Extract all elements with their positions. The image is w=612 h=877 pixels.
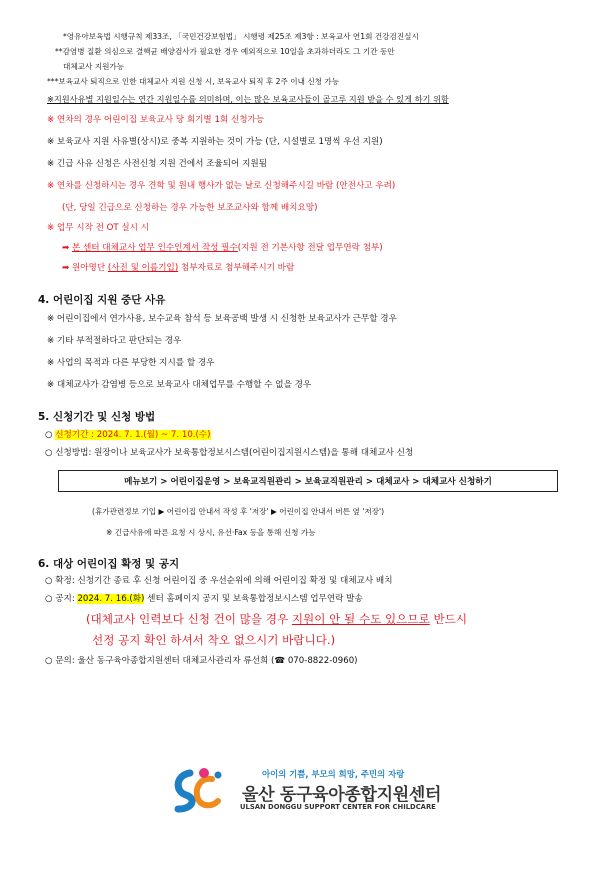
center-logo-icon	[168, 765, 228, 815]
section-5-heading: 5. 신청기간 및 신청 방법	[38, 411, 156, 423]
stop-reason-1: ※ 어린이집에서 연가사용, 보수교육 참석 등 보육공백 발생 시 신청한 보육교사가 근무할 경우	[47, 314, 397, 324]
roster-label: 원아명단	[71, 263, 108, 273]
handover-note	[62, 242, 383, 254]
announce-date: 2024. 7. 16.(화)	[77, 594, 145, 604]
section-6-heading: 6. 대상 어린이집 확정 및 공지	[38, 558, 180, 570]
confirm-text: 확정: 신청기간 종료 후 신청 어린이집 중 우선순위에 의해 어린이집 확정 및 대체교사 배치	[55, 576, 393, 586]
duplicate-support-note: ※ 보육교사 지원 사유별(상시)로 중복 지원하는 것이 가능 (단, 시설별로 1명씩 우선 지원)	[47, 137, 383, 147]
arrow-right-icon: ➡	[62, 263, 70, 273]
footnote-2-cont: 대체교사 지원가능	[63, 62, 125, 71]
logo-tagline	[262, 768, 404, 780]
handover-required: 본 센터 대체교사 업무 인수인계서 작성 필수	[71, 243, 238, 253]
warning-line-1	[86, 611, 467, 627]
method-line	[45, 447, 413, 459]
warning-text-b: 반드시	[429, 612, 468, 626]
footnote-3: ***보육교사 퇴직으로 인한 대체교사 지원 신청 시, 보육교사 퇴직 후 2주 이내 신청 가능	[47, 77, 340, 86]
annual-leave-note: ※ 연차의 경우 어린이집 보육교사 당 회기별 1회 신청가능	[47, 115, 265, 125]
roster-photo-name: (사진 및 이름기입)	[107, 263, 179, 273]
support-days-note: ※지원사유별 지원일수는 연간 지원일수를 의미하며, 이는 많은 보육교사들이 골고루 지원 받을 수 있게 하기 위함	[47, 94, 449, 104]
application-period: 신청기간 : 2024. 7. 1.(월) ~ 7. 10.(수)	[55, 430, 211, 440]
circle-bullet-icon: ○	[45, 430, 53, 440]
ot-note: ※ 업무 시작 전 OT 실시 시	[47, 223, 150, 233]
warning-line-2: 선정 공지 확인 하셔서 착오 없으시기 바랍니다.)	[92, 633, 336, 647]
application-method: 신청방법: 원장이나 보육교사가 보육통합정보시스템(어린이집지원시스템)을 통해 대체교사 신청	[55, 448, 414, 458]
logo-english-name: ULSAN DONGGU SUPPORT CENTER FOR CHILDCARE	[240, 803, 436, 811]
contact-line	[45, 655, 358, 667]
menu-path-box: 메뉴보기 > 어린이집운영 > 보육교직원관리 > 보육교직원관리 > 대체교사 > 대체교사 신청하기	[58, 470, 558, 492]
circle-bullet-icon: ○	[45, 594, 53, 604]
announce-text: 센터 홈페이지 공지 및 보육통합정보시스템 업무연락 발송	[144, 594, 363, 604]
logo-name: 울산 동구육아종합지원센터	[242, 785, 442, 805]
announce-line	[45, 593, 363, 605]
contact-text: 문의: 울산 동구육아종합지원센터 대체교사관리자 류선희 (☎ 070-8822-0960)	[55, 656, 358, 666]
procedure-note: (휴가관련정보 기입 ▶ 어린이집 안내서 작성 후 '저장' ▶ 어린이집 안내서 버튼 옆 '저장')	[92, 507, 385, 516]
circle-bullet-icon: ○	[45, 576, 53, 586]
stop-reason-4: ※ 대체교사가 감염병 등으로 보육교사 대체업무를 수행할 수 없을 경우	[47, 380, 312, 390]
circle-bullet-icon: ○	[45, 448, 53, 458]
footnote-1: *영유아보육법 시행규칙 제33조, 「국민건강보험법」 시행령 제25조 제3항 : 보육교사 연1회 건강검진실시	[63, 32, 419, 41]
center-logo	[168, 765, 468, 815]
roster-attach: 첨부자료로 첨부해주시기 바람	[178, 263, 295, 273]
tagline-text: 아이의 기쁨, 부모의 희망, 주민의 자랑	[262, 769, 405, 779]
circle-bullet-icon: ○	[45, 656, 53, 666]
handover-attachment: (지원 전 기본사항 전달 업무연락 첨부)	[237, 243, 383, 253]
stop-reason-2: ※ 기타 부적절하다고 판단되는 경우	[47, 336, 182, 346]
stop-reason-3: ※ 사업의 목적과 다른 부당한 지시를 할 경우	[47, 358, 215, 368]
roster-note	[62, 262, 294, 274]
warning-text-a: (대체교사 인력보다 신청 건이 많을 경우	[86, 612, 292, 626]
same-day-note: (단, 당일 긴급으로 신청하는 경우 가능한 보조교사와 함께 배치요망)	[62, 203, 318, 213]
section-4-heading: 4. 어린이집 지원 중단 사유	[38, 294, 166, 306]
period-line	[45, 429, 211, 441]
urgent-contact-note: ※ 긴급사유에 따른 요청 시 상시, 유선·Fax 등을 통해 신청 가능	[106, 528, 316, 537]
arrow-right-icon: ➡	[62, 243, 70, 253]
confirm-line	[45, 575, 393, 587]
urgent-request-note: ※ 긴급 사유 신청은 사전신청 지원 건에서 조율되어 지원됨	[47, 159, 267, 169]
warning-emphasis: 지원이 안 될 수도 있으므로	[291, 612, 430, 626]
leave-date-note: ※ 연차를 신청하시는 경우 견학 및 원내 행사가 없는 날로 신청해주시길 바람 (안전사고 우려)	[47, 181, 396, 191]
announce-label: 공지:	[55, 594, 78, 604]
footnote-2: **감염병 질환 의심으로 결핵균 배양검사가 필요한 경우 예외적으로 10일을 초과하더라도 그 기간 동안	[55, 47, 395, 56]
